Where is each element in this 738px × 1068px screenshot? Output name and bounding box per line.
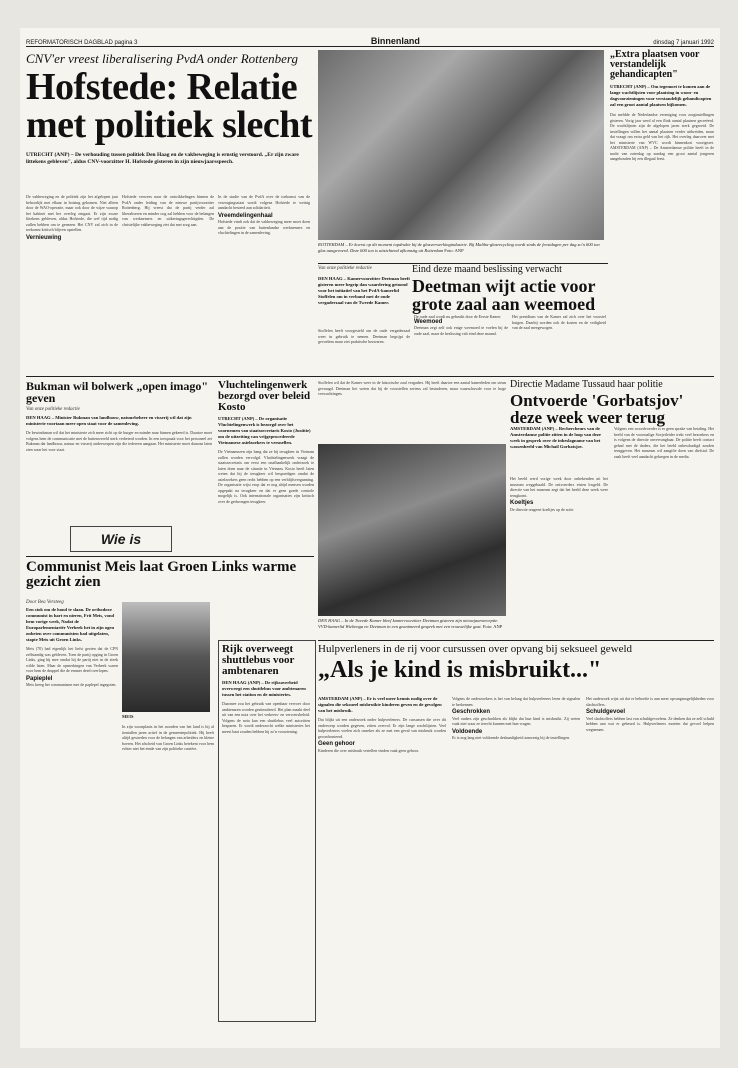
rijk-body: Daarmee zou het gebruik van openbaar vervoer door ambtenaren worden gestimuleerd. Het plan maakt deel uit van een nota over het verkeers- en vervoersbeleid. Volgens de nota kan een shuttlebus veel autoritten besparen. Er wordt onderzocht welke ministeries het meest baat zouden hebben bij zo'n voorziening. xyxy=(222,701,310,734)
top-story-headline: Hofstede: Relatie met politiek slecht xyxy=(26,66,313,146)
rijk-story xyxy=(222,644,310,1001)
communist-lead-block xyxy=(26,600,118,906)
vluchtelingen-body: De Vietnamezen zijn bang dat ze bij terugkeer in Vietnam zullen worden vervolgd. Vluchtelingenwerk vraagt de staatssecretaris om eerst een onafhankelijk onderzoek te laten doen naar de situatie in Vietnam. Kosto heeft laten weten dat hij de terugkeer wil bespoedigen omdat de asielzoekers geen recht hebben op een verblijfsvergunning. De organisatie wijst erop dat er nog altijd mensen worden opgepakt na terugkeer en dat er geen goede controle mogelijk is. Ook internationale organisaties zijn kritisch over de gedwongen terugkeer. xyxy=(218,449,314,504)
deetman-byline: Van onze politieke redactie xyxy=(318,266,372,271)
hulpverleners-body-col1: Dat blijkt uit een onderzoek onder hulpverleners. De cursussen die over dit onderwerp worden gegeven, zitten overvol. Er zijn lange wachtlijsten. Veel hulpverleners voelen zich onzeker als ze met een geval van misbruik worden geconfronteerd. Geen gehoor Kinderen die over misbruik vertellen vinden vaak geen gehoor. xyxy=(318,717,446,753)
tussaud-body-col1: Het beeld werd vorige week door onbekenden uit het museum weggehaald. De ontvoerders eisten losgeld. De directie van het museum zegt dat het beeld deze week weer terugkomt. Koeltjes De directie reageert koeltjes op de actie. xyxy=(510,476,608,512)
tussaud-subhead: Koeltjes xyxy=(510,500,534,506)
communist-body-col1: Meis (70) had eigenlijk het liefst gezien dat de CPN zelfstandig was gebleven. Toen de partij opging in Groen Links, ging hij mee omdat hij de partij niet in de steek wilde laten. Maar de opmerkingen van Verbeek waren voor hem de druppel die de emmer deed overlopen. Papieplel Meis kreeg het communisme met de paplepel ingegoten. xyxy=(26,646,118,687)
deetman-body-col2: De oude zaal wordt nu gebruikt door de Eerste Kamer. Weemoed Deetman zegt zelf ook enige weemoed te voelen bij de oude zaal, maar de beslissing valt eind deze maand. xyxy=(414,314,508,336)
glass-photo-caption xyxy=(318,242,604,254)
vluchtelingen-lead: UTRECHT (ANP) – De organisatie Vluchtelingenwerk is bezorgd over het voornemen van staatssecretaris Kosto (Justitie) om de uitzetting van vrijgeprocedeerde Vietnamese asielzoekers te versnellen. xyxy=(218,416,311,445)
hulpverleners-headline: „Als je kind is misbruikt..." xyxy=(318,657,602,683)
right-column-lead: UTRECHT (ANP) – Om tegemoet te komen aan de lange wachtlijsten voor plaatsing in woon- en dagvoorzieningen voor verstandelijk gehandicapten zal een groot aantal plaatsen bijkomen. xyxy=(610,84,712,107)
section-title: Binnenland xyxy=(370,36,420,46)
hulpverleners-subhead-geen-gehoor: Geen gehoor xyxy=(318,741,356,747)
glass-photo-credit: Foto: ANP xyxy=(444,248,464,253)
communist-lead: Een stok om de hond te slaan. De orthodoxe communist in hart en nieren, Frit Meis, vond hem vorige week, Nadat de Europarlementariër Verbeek het in zijn ogen onbeten over communisten had uitgelaten, stapte Meis uit Groen Links. xyxy=(26,607,115,642)
communist-headline: Communist Meis laat Groen Links warme gezicht zien xyxy=(26,559,297,590)
top-story-body-col1: De vakbeweging en de politiek zijn het afgelopen jaar behoorlijk met elkaar in botsing gekomen. Niet alleen door de WAO-operatie, maar ook door de wijze waarop het kabinet met het overleg omgaat. Er zijn zware littekens gebleven, aldus Hofstede, die wel tijd nodig zullen hebben om te genezen. Het CNV zal zich in de toekomst kritisch blijven opstellen. Vernieuwing xyxy=(26,194,118,241)
top-story xyxy=(26,52,316,166)
right-column-body: Dat meldde de Nederlandse vereniging voor zorginstellingen gisteren. Vorig jaar werd al een flink aantal plaatsen gecreëerd. De wachtlijsten zijn de afgelopen jaren sterk gegroeid. De instellingen willen het aantal plaatsen verder uitbreiden, maar dat vraagt om extra geld van het rijk. Het overleg daarover met het ministerie van WVC wordt binnenkort voortgezet. AMSTERDAM (ANP) – De Amsterdamse politie heeft in de nacht van zaterdag op zondag een groot aantal jongeren aangehouden bij een illegaal feest. xyxy=(610,112,714,161)
hulpverleners-lead: AMSTERDAM (ANP) – Er is veel meer kennis nodig over de signalen die seksueel misbruikte kinderen geven en de gevolgen van het misbruik. xyxy=(318,696,442,713)
communist-story xyxy=(26,560,314,590)
glass-caption-text: ROTTERDAM – Er koerst op dit moment topdrukte bij de glasverwerkingindustrie. Bij Maltha-glasrecycling wordt sinds de feestdagen per dag zo'n 600 ton glas aangevoerd. Deze 600 ton is uitzichtend afkomstig uit Rotterdam xyxy=(318,242,600,253)
hulpverleners-body-col2: Volgens de onderzoekers is het van belang dat hulpverleners leren de signalen te herkennen. Geschrokken Veel ouders zijn geschrokken als blijkt dat hun kind is misbruikt. Zij weten vaak niet waar ze terecht kunnen met hun vragen. Voldoende Er is nog lang niet voldoende deskundigheid aanwezig bij de instellingen. xyxy=(452,696,580,740)
hulpverleners-subhead-schuldgevoel: Schuldgevoel xyxy=(586,709,626,715)
rule xyxy=(318,640,714,641)
newspaper-page xyxy=(20,28,720,1048)
deetman-continuation: Stoffelen wil dat de Kamer weer in de historische zaal vergadert. Hij heeft daartoe een aantal kamerleden om steun gevraagd. Deetman liet weten dat hij de voorstellen serieus zal bestuderen, maar waarschuwde voor te hoge verwachtingen. xyxy=(318,380,506,396)
bukman-body: De bewindsman wil dat het ministerie zich meer richt op de burger en minder naar binnen gekeerd is. Daartoe moet volgens hem de communicatie met de buitenwereld sterk verbeterd worden. In een toespraak voor het personeel zei Bukman dat landbouw, natuur en visserij onderwerpen zijn die iedereen aangaan. Het ministerie moet daarom laten zien waar het voor staat. xyxy=(26,430,212,452)
subhead-vreemdelingen: Vreemdelingenhaal xyxy=(218,212,273,219)
rijk-lead: DEN HAAG (ANP) – De rijksoverheid overweegt een shuttlebus voor ambtenaren tussen het station en de ministeries. xyxy=(222,680,306,697)
top-story-lead: UTRECHT (ANP) – De verhouding tussen politiek Den Haag en de vakbeweging is ernstig verstoord. „Er zijn zware littekens gebleven", aldus CNV-voorzitter H. Hofstede gisteren in zijn nieuwjaarsspeech. xyxy=(26,152,299,165)
top-story-body-col3: In de studie van de PvdA over de toekomst van de verzorgingsstaat wordt volgens Hofstede te weinig aandacht besteed aan solidariteit. Vreemdelingenhaal Hofstede vindt ook dat de vakbeweging meer moet doen aan de positie van buitenlandse werknemers en vluchtelingen in de samenleving. xyxy=(218,194,310,235)
top-story-body-col2: Hofstede verwees naar de ontwikkelingen binnen de PvdA onder leiding van de nieuwe partijvoorzitter Rottenberg. Hij vreest dat de partij verder zal liberaliseren en minder oog zal hebben voor de belangen van werknemers en uitkeringsgerechtigden. De christelijke vakbeweging ziet dat met zorg aan. xyxy=(122,194,214,227)
bukman-headline: Bukman wil bolwerk „open imago" geven xyxy=(26,379,209,405)
bukman-story xyxy=(26,380,212,530)
hulpverleners-body-col3: Het onderzoek wijst uit dat er behoefte is aan meer opvangmogelijkheden voor slachtoffers. Schuldgevoel Veel slachtoffers hebben last van schuldgevoelens. Ze denken dat ze zelf schuld hebben aan wat er gebeurd is. Hulpverleners moeten dat gevoel helpen wegnemen. xyxy=(586,696,714,732)
tussaud-lead: AMSTERDAM (ANP) – Rechercheurs van de Amsterdamse politie zitten in de loop van deze week in gesprek over de inbeslagname van het wassenbeeld van Michail Gorbatsjov. xyxy=(510,426,601,449)
tussaud-body-col2: Volgens een woordvoerder is er geen sprake van betaling. Het beeld van de voormalige Sovjetleider trekt veel bezoekers en is volgens de directie onvervangbaar. De politie heeft contact gehad met de daders, die het beeld onbeschadigd zouden teruggeven. Het museum wil aangifte doen van diefstal. De zaak heeft veel aandacht gekregen in de media. xyxy=(614,426,714,459)
wie-is-label: Wie is xyxy=(70,526,172,552)
masthead-left: REFORMATORISCH DAGBLAD pagina 3 xyxy=(26,40,138,46)
meis-portrait-photo xyxy=(122,602,210,712)
vluchtelingen-headline: Vluchtelingenwerk bezorgd over beleid Kosto xyxy=(218,379,311,413)
hulpverleners-subhead-geschrokken: Geschrokken xyxy=(452,709,491,715)
rule xyxy=(26,376,714,377)
masthead xyxy=(26,34,714,47)
communist-body-col2: In zijn woonplaats in het noorden van het land is hij al tientallen jaren actief in de gemeentepolitiek. Hij heeft altijd gestreden voor de belangen van arbeiders en kleine boeren. Het afscheid van Groen Links betekent voor hem echter niet het einde van zijn politieke carrière. xyxy=(122,724,214,751)
tussaud-kicker: Directie Madame Tussaud haar politie xyxy=(510,379,663,390)
deetman-subhead: Weemoed xyxy=(414,318,443,325)
deetman-caption-text: DEN HAAG – In de Tweede Kamer bleef kamervoorzitter Deetman gisteren zijn nieuwjaarsreceptie. VVD-kamerlid Wiebenga en Deetman in een geanimeerd gesprek met een vrouwelijke gast. xyxy=(318,618,499,629)
communist-byline: Door Bea Versteeg xyxy=(26,600,64,605)
bukman-lead: DEN HAAG – Minister Bukman van landbouw, natuurbeheer en visserij wil dat zijn ministerie voortaan meer open staat voor de samenleving. xyxy=(26,415,192,426)
deetman-reception-photo xyxy=(318,444,506,616)
right-column-headline: „Extra plaatsen voor verstandelijk gehandicapten" xyxy=(610,49,700,80)
deetman-photo-credit: Foto: ANP xyxy=(482,624,503,629)
hulpverleners-subhead-voldoende: Voldoende xyxy=(452,728,483,735)
hulpverleners-story xyxy=(318,644,714,682)
glass-recycling-photo xyxy=(318,50,604,240)
deetman-headline: Deetman wijt actie voor grote zaal aan weemoed xyxy=(412,276,596,314)
subhead-vernieuwing: Vernieuwing xyxy=(26,234,62,241)
rule xyxy=(26,556,314,557)
tussaud-headline: Ontvoerde 'Gorbatsjov' deze week weer terug xyxy=(510,391,684,427)
bukman-byline: Van onze politieke redactie xyxy=(26,407,80,412)
right-column-story xyxy=(610,50,714,372)
meis-photo-caption: MEIS xyxy=(122,714,134,719)
tussaud-story xyxy=(510,380,714,426)
communist-subhead: Papieplel xyxy=(26,675,53,682)
top-story-kicker: CNV'er vreest liberalisering PvdA onder Rottenberg xyxy=(26,51,299,66)
masthead-date: dinsdag 7 januari 1992 xyxy=(653,40,714,46)
deetman-story xyxy=(412,265,608,313)
deetman-body-col3: Het presidium van de Kamer zal zich over het voorstel buigen. Daarbij worden ook de kosten en de veiligheid van de zaal meegewogen. xyxy=(512,314,606,330)
rijk-headline: Rijk overweegt shuttlebus voor ambtenaren xyxy=(222,643,295,677)
deetman-body-col1: Stoffelen heeft voorgesteld om de oude vergaderzaal weer in gebruik te nemen. Deetman begrijpt de gevoelens maar ziet praktische bezwaren. xyxy=(318,328,410,344)
hulpverleners-col1 xyxy=(318,696,446,837)
hulpverleners-kicker: Hulpverleners in de rij voor cursussen over opvang bij seksueel geweld xyxy=(318,643,633,655)
deetman-lead: DEN HAAG – Kamervoorzitter Deetman heeft gisteren meer begrip dan waardering getoond voor het initiatief van het PvdA-kamerlid Stoffelen om in verband met de oude vergaderzaal van de Tweede Kamer. xyxy=(318,276,410,305)
deetman-kicker: Eind deze maand beslissing verwacht xyxy=(412,264,562,275)
deetman-photo-caption xyxy=(318,618,506,630)
